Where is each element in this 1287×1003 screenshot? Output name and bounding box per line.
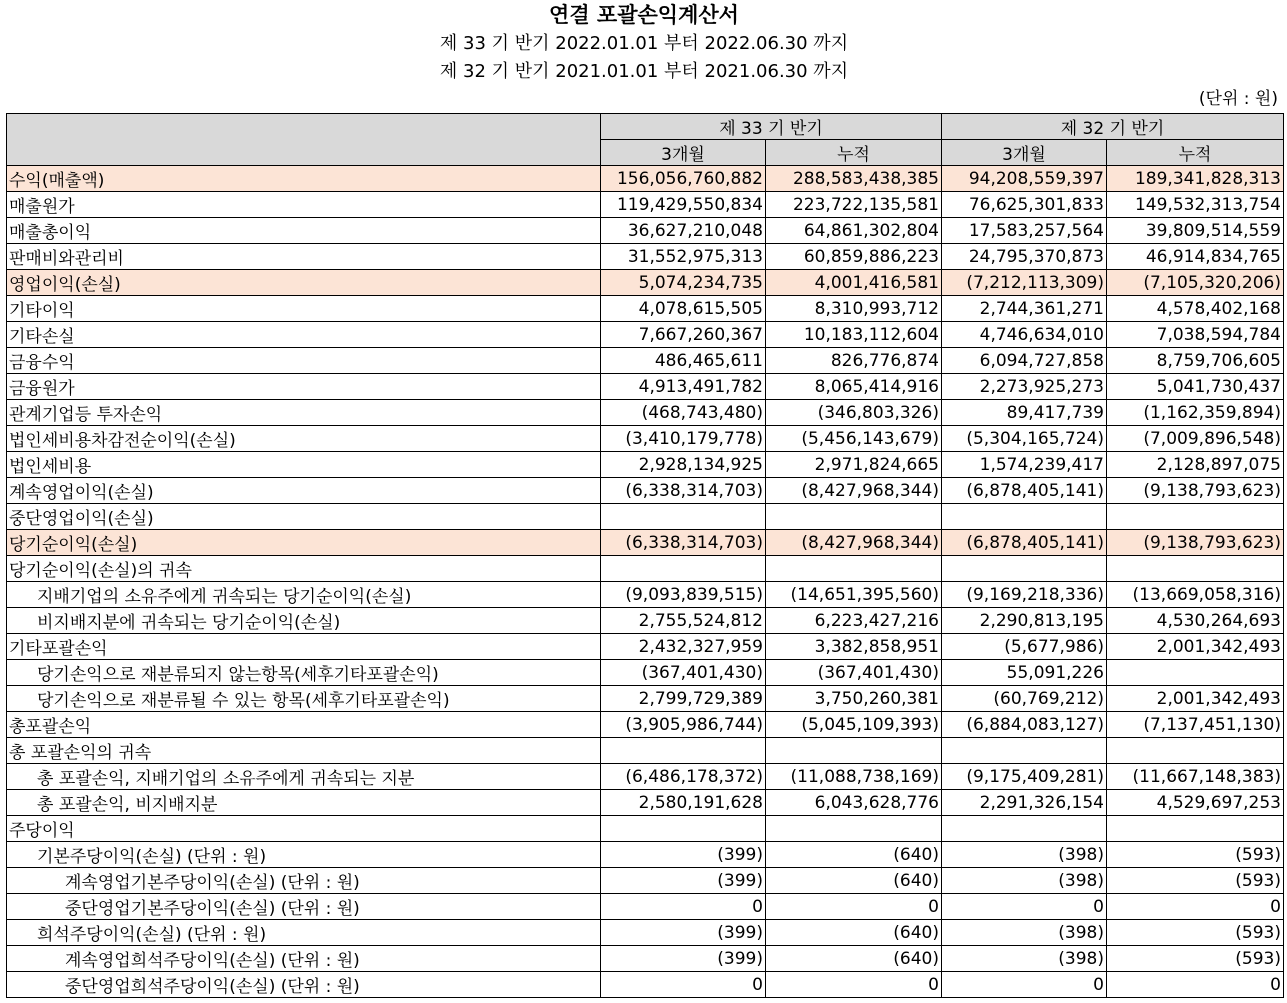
row-value: 2,291,326,154 [942, 790, 1107, 816]
row-value [1107, 660, 1284, 686]
row-value [1107, 556, 1284, 582]
row-value: 64,861,302,804 [766, 218, 942, 244]
row-value: 288,583,438,385 [766, 166, 942, 192]
row-value: 2,580,191,628 [601, 790, 766, 816]
row-value [601, 504, 766, 530]
row-value: 2,971,824,665 [766, 452, 942, 478]
row-value: 46,914,834,765 [1107, 244, 1284, 270]
row-value: 149,532,313,754 [1107, 192, 1284, 218]
row-label: 관계기업등 투자손익 [7, 400, 601, 426]
row-value: (9,093,839,515) [601, 582, 766, 608]
row-value: 826,776,874 [766, 348, 942, 374]
row-label: 계속영업희석주당이익(손실) (단위 : 원) [7, 946, 601, 972]
row-value: 17,583,257,564 [942, 218, 1107, 244]
table-row [7, 868, 1284, 894]
row-value: 4,529,697,253 [1107, 790, 1284, 816]
header-prior-cumulative: 누적 [1107, 140, 1284, 166]
row-value: 2,755,524,812 [601, 608, 766, 634]
period-current: 제 33 기 반기 2022.01.01 부터 2022.06.30 까지 [439, 33, 849, 54]
row-value: 0 [766, 972, 942, 998]
row-value: (346,803,326) [766, 400, 942, 426]
table-row [7, 452, 1284, 478]
row-value: 31,552,975,313 [601, 244, 766, 270]
row-label: 매출원가 [7, 192, 601, 218]
row-value: (6,486,178,372) [601, 764, 766, 790]
row-value: (6,878,405,141) [942, 530, 1107, 556]
row-label: 법인세비용 [7, 452, 601, 478]
row-value [942, 816, 1107, 842]
row-value: 2,001,342,493 [1107, 634, 1284, 660]
header-group-prior: 제 32 기 반기 [942, 114, 1284, 140]
row-label: 주당이익 [7, 816, 601, 842]
row-value: 0 [942, 972, 1107, 998]
row-value: (6,884,083,127) [942, 712, 1107, 738]
row-value: 2,001,342,493 [1107, 686, 1284, 712]
header-blank-cell [7, 114, 601, 166]
row-value: (3,410,179,778) [601, 426, 766, 452]
table-row [7, 530, 1284, 556]
row-value: (398) [942, 920, 1107, 946]
table-row [7, 322, 1284, 348]
table-row [7, 634, 1284, 660]
row-label: 당기손익으로 재분류되지 않는항목(세후기타포괄손익) [7, 660, 601, 686]
row-value [942, 738, 1107, 764]
row-value: 2,799,729,389 [601, 686, 766, 712]
row-value: (9,138,793,623) [1107, 530, 1284, 556]
row-value: 5,074,234,735 [601, 270, 766, 296]
row-value: (399) [601, 842, 766, 868]
table-row [7, 738, 1284, 764]
row-value: 8,310,993,712 [766, 296, 942, 322]
row-value: (367,401,430) [601, 660, 766, 686]
row-value: 6,094,727,858 [942, 348, 1107, 374]
row-label: 희석주당이익(손실) (단위 : 원) [7, 920, 601, 946]
row-value: (593) [1107, 842, 1284, 868]
table-row [7, 556, 1284, 582]
table-row [7, 270, 1284, 296]
row-value: 0 [766, 894, 942, 920]
row-label: 수익(매출액) [7, 166, 601, 192]
table-row [7, 400, 1284, 426]
row-value: 55,091,226 [942, 660, 1107, 686]
row-value: 7,667,260,367 [601, 322, 766, 348]
header-current-cumulative: 누적 [766, 140, 942, 166]
row-value: (9,138,793,623) [1107, 478, 1284, 504]
row-value: 39,809,514,559 [1107, 218, 1284, 244]
row-label: 금융수익 [7, 348, 601, 374]
table-row [7, 608, 1284, 634]
row-value: 2,273,925,273 [942, 374, 1107, 400]
row-value: (640) [766, 946, 942, 972]
row-value: (6,338,314,703) [601, 530, 766, 556]
row-value: (367,401,430) [766, 660, 942, 686]
row-value: 89,417,739 [942, 400, 1107, 426]
row-label: 기본주당이익(손실) (단위 : 원) [7, 842, 601, 868]
row-value [766, 738, 942, 764]
row-value [766, 816, 942, 842]
row-value: 2,128,897,075 [1107, 452, 1284, 478]
row-value: 94,208,559,397 [942, 166, 1107, 192]
row-value: 0 [942, 894, 1107, 920]
table-row [7, 426, 1284, 452]
row-value: (399) [601, 868, 766, 894]
unit-note: (단위 : 원) [1198, 89, 1278, 109]
row-value: (1,162,359,894) [1107, 400, 1284, 426]
row-label: 당기순이익(손실) [7, 530, 601, 556]
row-value: (593) [1107, 920, 1284, 946]
row-value: (5,677,986) [942, 634, 1107, 660]
period-prior: 제 32 기 반기 2021.01.01 부터 2021.06.30 까지 [439, 61, 849, 82]
row-value: (9,169,218,336) [942, 582, 1107, 608]
row-value [601, 816, 766, 842]
table-row [7, 374, 1284, 400]
row-value: 10,183,112,604 [766, 322, 942, 348]
row-label: 당기순이익(손실)의 귀속 [7, 556, 601, 582]
header-current-3m: 3개월 [601, 140, 766, 166]
row-value [942, 556, 1107, 582]
row-value: (6,878,405,141) [942, 478, 1107, 504]
statement-title: 연결 포괄손익계산서 [549, 3, 739, 27]
row-value: 1,574,239,417 [942, 452, 1107, 478]
row-value: (3,905,986,744) [601, 712, 766, 738]
row-value: 76,625,301,833 [942, 192, 1107, 218]
row-label: 총 포괄손익, 지배기업의 소유주에게 귀속되는 지분 [7, 764, 601, 790]
row-value: 6,043,628,776 [766, 790, 942, 816]
row-label: 비지배지분에 귀속되는 당기순이익(손실) [7, 608, 601, 634]
table-row [7, 582, 1284, 608]
row-value: 223,722,135,581 [766, 192, 942, 218]
row-value: (7,105,320,206) [1107, 270, 1284, 296]
row-value: (11,667,148,383) [1107, 764, 1284, 790]
row-value: (8,427,968,344) [766, 530, 942, 556]
row-value: (398) [942, 946, 1107, 972]
income-statement-table [6, 113, 1284, 998]
row-value: (593) [1107, 868, 1284, 894]
header-prior-3m: 3개월 [942, 140, 1107, 166]
row-value: (7,009,896,548) [1107, 426, 1284, 452]
row-value: (593) [1107, 946, 1284, 972]
table-row [7, 712, 1284, 738]
row-value: (7,137,451,130) [1107, 712, 1284, 738]
row-value: (5,045,109,393) [766, 712, 942, 738]
row-value: (640) [766, 842, 942, 868]
row-value: 3,750,260,381 [766, 686, 942, 712]
row-value: (14,651,395,560) [766, 582, 942, 608]
table-row [7, 348, 1284, 374]
row-value: (398) [942, 868, 1107, 894]
row-value: (7,212,113,309) [942, 270, 1107, 296]
row-value: 8,759,706,605 [1107, 348, 1284, 374]
table-row [7, 296, 1284, 322]
row-value: 156,056,760,882 [601, 166, 766, 192]
row-value: 119,429,550,834 [601, 192, 766, 218]
table-row [7, 920, 1284, 946]
row-value: 486,465,611 [601, 348, 766, 374]
table-row [7, 816, 1284, 842]
row-value: (5,456,143,679) [766, 426, 942, 452]
row-value: 8,065,414,916 [766, 374, 942, 400]
row-value: (640) [766, 920, 942, 946]
row-value: 2,432,327,959 [601, 634, 766, 660]
row-value [1107, 816, 1284, 842]
table-row [7, 192, 1284, 218]
row-value: 189,341,828,313 [1107, 166, 1284, 192]
table-row [7, 790, 1284, 816]
row-value [601, 738, 766, 764]
row-value [601, 556, 766, 582]
row-value: (398) [942, 842, 1107, 868]
table-row [7, 244, 1284, 270]
row-value: 24,795,370,873 [942, 244, 1107, 270]
row-label: 금융원가 [7, 374, 601, 400]
row-label: 법인세비용차감전순이익(손실) [7, 426, 601, 452]
table-row [7, 946, 1284, 972]
row-label: 중단영업기본주당이익(손실) (단위 : 원) [7, 894, 601, 920]
row-value: 2,290,813,195 [942, 608, 1107, 634]
row-label: 기타포괄손익 [7, 634, 601, 660]
row-value [766, 504, 942, 530]
row-label: 지배기업의 소유주에게 귀속되는 당기순이익(손실) [7, 582, 601, 608]
row-label: 계속영업기본주당이익(손실) (단위 : 원) [7, 868, 601, 894]
row-label: 총포괄손익 [7, 712, 601, 738]
row-label: 기타손실 [7, 322, 601, 348]
row-value [1107, 504, 1284, 530]
row-value: (399) [601, 920, 766, 946]
row-value: 4,078,615,505 [601, 296, 766, 322]
row-value: 4,913,491,782 [601, 374, 766, 400]
row-value: (8,427,968,344) [766, 478, 942, 504]
row-value: 2,744,361,271 [942, 296, 1107, 322]
table-row [7, 972, 1284, 998]
row-label: 기타이익 [7, 296, 601, 322]
row-label: 계속영업이익(손실) [7, 478, 601, 504]
row-value: 0 [1107, 972, 1284, 998]
row-value: (399) [601, 946, 766, 972]
row-label: 판매비와관리비 [7, 244, 601, 270]
row-label: 중단영업희석주당이익(손실) (단위 : 원) [7, 972, 601, 998]
row-label: 총 포괄손익, 비지배지분 [7, 790, 601, 816]
row-value: (5,304,165,724) [942, 426, 1107, 452]
table-row [7, 894, 1284, 920]
row-value: 4,746,634,010 [942, 322, 1107, 348]
table-row [7, 660, 1284, 686]
row-value: 60,859,886,223 [766, 244, 942, 270]
row-label: 영업이익(손실) [7, 270, 601, 296]
row-value: 5,041,730,437 [1107, 374, 1284, 400]
row-value: (6,338,314,703) [601, 478, 766, 504]
header-group-current: 제 33 기 반기 [601, 114, 942, 140]
row-value: 0 [601, 972, 766, 998]
table-row [7, 166, 1284, 192]
row-value: 7,038,594,784 [1107, 322, 1284, 348]
row-value: (13,669,058,316) [1107, 582, 1284, 608]
row-value [942, 504, 1107, 530]
row-value: (9,175,409,281) [942, 764, 1107, 790]
row-value: 3,382,858,951 [766, 634, 942, 660]
row-value: 0 [601, 894, 766, 920]
row-value: (60,769,212) [942, 686, 1107, 712]
table-row [7, 478, 1284, 504]
table-row [7, 686, 1284, 712]
table-row [7, 842, 1284, 868]
row-value [1107, 738, 1284, 764]
row-value: (640) [766, 868, 942, 894]
row-value: 2,928,134,925 [601, 452, 766, 478]
row-value: 4,001,416,581 [766, 270, 942, 296]
table-row [7, 218, 1284, 244]
row-label: 총 포괄손익의 귀속 [7, 738, 601, 764]
row-value: 36,627,210,048 [601, 218, 766, 244]
row-value [766, 556, 942, 582]
row-label: 매출총이익 [7, 218, 601, 244]
row-value: 0 [1107, 894, 1284, 920]
row-value: (468,743,480) [601, 400, 766, 426]
row-value: 4,530,264,693 [1107, 608, 1284, 634]
row-label: 당기손익으로 재분류될 수 있는 항목(세후기타포괄손익) [7, 686, 601, 712]
table-row [7, 504, 1284, 530]
row-value: 4,578,402,168 [1107, 296, 1284, 322]
row-label: 중단영업이익(손실) [7, 504, 601, 530]
row-value: (11,088,738,169) [766, 764, 942, 790]
row-value: 6,223,427,216 [766, 608, 942, 634]
table-row [7, 764, 1284, 790]
